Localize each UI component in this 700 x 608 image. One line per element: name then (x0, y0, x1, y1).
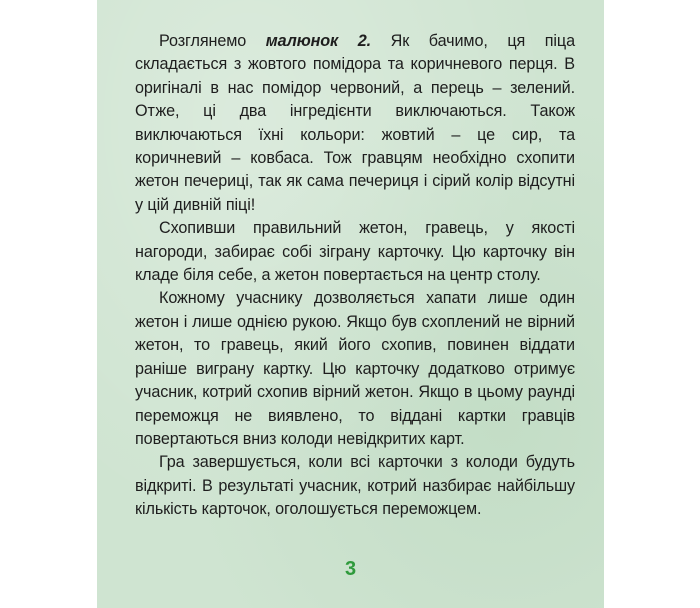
paragraph-ending: Гра завершується, коли всі карточки з колоди будуть відкриті. В результаті учасник, котрий назбирає найбільшу кількість карточок, оголошується переможцем. (135, 453, 575, 519)
paragraph-intro-rest: Як бачимо, ця піца складається з жовтого помідора та коричневого перця. В оригіналі в нас помідор червоний, а перець – зелений. Отже, ці два інгредієнти виключаються. Також виключаються їхні кольори: жовтий – це сир, та коричневий – ковбаса. Тож гравцям необхідно схопити жетон печериці, так як сама печериця і сірий колір відсутні у цій дивній піці! (135, 32, 575, 214)
paragraph-reward: Схопивши правильний жетон, гравець, у якості нагороди, забирає собі зіграну карточку. Цю карточку він кладе біля себе, а жетон повертається на центр столу. (135, 219, 575, 285)
figure-reference: малюнок 2. (265, 32, 372, 50)
body-text (135, 30, 575, 522)
paragraph-intro (135, 30, 575, 217)
page-number: 3 (344, 558, 357, 580)
paragraph-rules: Кожному учаснику дозволяється хапати лише один жетон і лише однією рукою. Якщо був схоплений не вірний жетон, то гравець, який його схопив, повинен віддати раніше виграну картку. Цю карточку додатково отримує учасник, котрий схопив вірний жетон. Якщо в цьому раунді переможця не виявлено, то віддані картки гравців повертаються вниз колоди невідкритих карт. (135, 289, 575, 448)
book-page (97, 0, 604, 608)
paragraph-intro-lead: Розглянемо (159, 32, 266, 50)
